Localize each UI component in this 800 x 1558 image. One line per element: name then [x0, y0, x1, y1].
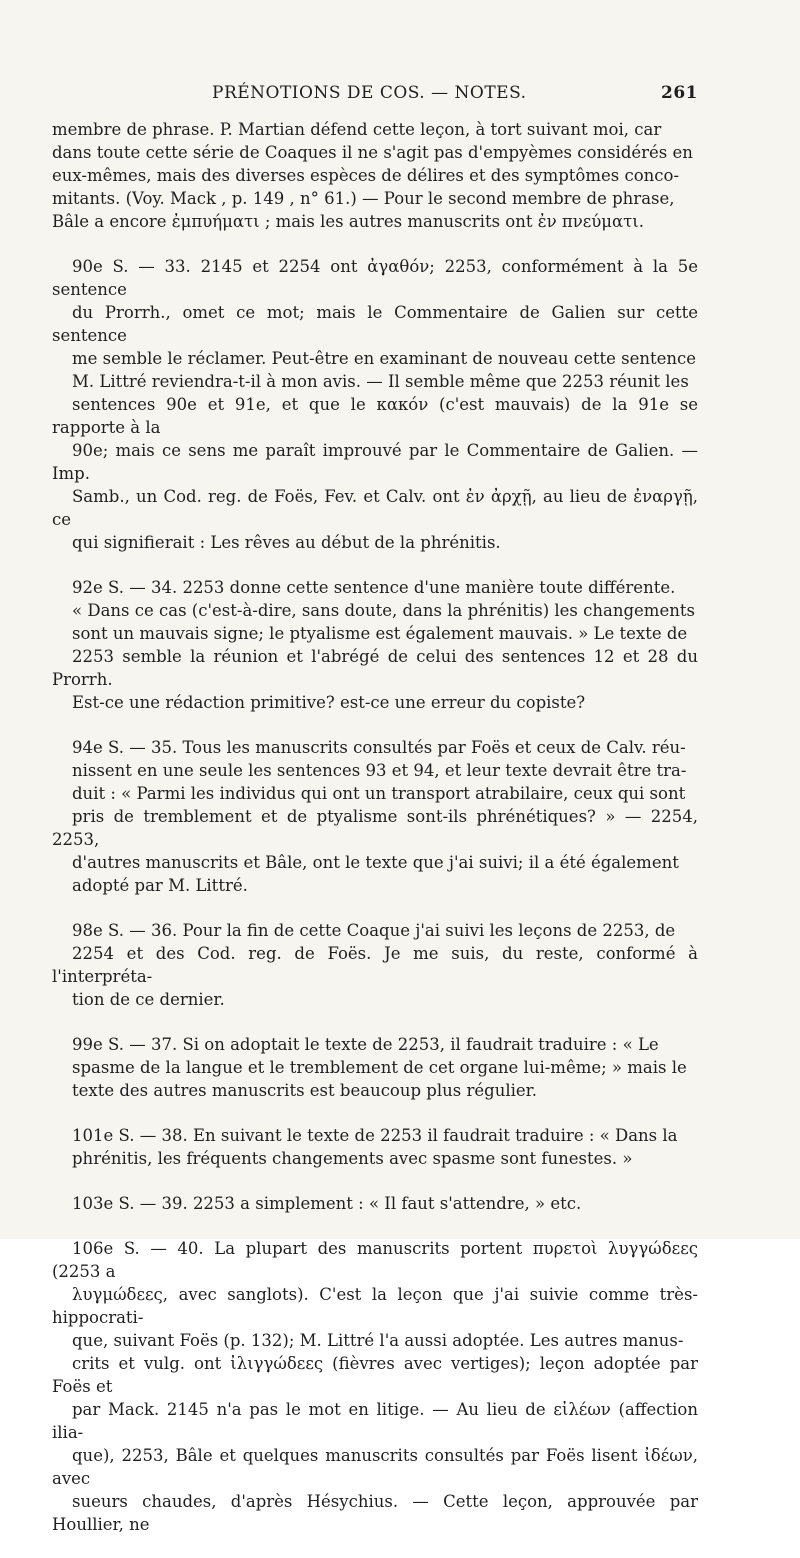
note-33: [52, 255, 704, 554]
text-line: mitants. (Voy. Mack , p. 149 , n° 61.) — Pour le second membre de phrase,: [52, 189, 675, 208]
text-line: Bâle a encore ἐμπυήματι ; mais les autres manuscrits ont ἐν πνεύματι.: [52, 212, 645, 231]
text-line: tion de ce dernier.: [72, 990, 225, 1009]
text-line: 90e S. — 33. 2145 et 2254 ont ἀγαθόν; 2253, conformément à la 5e sentence: [52, 257, 704, 299]
text-line: sont un mauvais signe; le ptyalisme est également mauvais. » Le texte de: [72, 624, 688, 643]
text-line: 106e S. — 40. La plupart des manuscrits portent πυρετοὶ λυγγώδεες (2253 a: [52, 1239, 704, 1281]
text-line: Est-ce une rédaction primitive? est-ce une erreur du copiste?: [72, 693, 586, 712]
note-39: [52, 1192, 698, 1215]
text-line: que, suivant Foës (p. 132); M. Littré l'a aussi adoptée. Les autres manus-: [72, 1331, 684, 1350]
note-34: [52, 576, 704, 714]
text-line: 98e S. — 36. Pour la fin de cette Coaque j'ai suivi les leçons de 2253, de: [72, 921, 676, 940]
text-line: 101e S. — 38. En suivant le texte de 2253 il faudrait traduire : « Dans la: [72, 1126, 678, 1145]
text-line: texte des autres manuscrits est beaucoup plus régulier.: [72, 1081, 537, 1100]
text-line: 99e S. — 37. Si on adoptait le texte de 2253, il faudrait traduire : « Le: [72, 1035, 659, 1054]
text-line: duit : « Parmi les individus qui ont un transport atrabilaire, ceux qui sont: [72, 784, 686, 803]
note-36: [52, 919, 704, 1011]
text-line: qui signifierait : Les rêves au début de la phrénitis.: [72, 533, 501, 552]
note-37: [52, 1033, 698, 1102]
text-line: crits et vulg. ont ἰλιγγώδεες (fièvres avec vertiges); leçon adoptée par Foës et: [52, 1354, 704, 1396]
note-38: [52, 1124, 698, 1170]
text-line: spasme de la langue et le tremblement de cet organe lui-même; » mais le: [72, 1058, 687, 1077]
running-title: PRÉNOTIONS DE COS. — NOTES.: [212, 83, 527, 103]
text-line: sueurs chaudes, d'après Hésychius. — Cette leçon, approuvée par Houllier, ne: [52, 1492, 704, 1534]
text-line: 92e S. — 34. 2253 donne cette sentence d'une manière toute différente.: [72, 578, 676, 597]
paragraph-continuation: [52, 118, 698, 233]
text-line: adopté par M. Littré.: [72, 876, 248, 895]
note-40: [52, 1237, 704, 1536]
text-line: 90e; mais ce sens me paraît improuvé par le Commentaire de Galien. — Imp.: [52, 441, 704, 483]
text-line: 94e S. — 35. Tous les manuscrits consultés par Foës et ceux de Calv. réu-: [72, 738, 686, 757]
text-line: nissent en une seule les sentences 93 et 94, et leur texte devrait être tra-: [72, 761, 687, 780]
text-line: 103e S. — 39. 2253 a simplement : « Il faut s'attendre, » etc.: [72, 1194, 582, 1213]
text-line: sentences 90e et 91e, et que le κακόν (c'est mauvais) de la 91e se rapporte à la: [52, 395, 704, 437]
note-35: [52, 736, 704, 897]
text-line: 2254 et des Cod. reg. de Foës. Je me suis, du reste, conformé à l'interpréta-: [52, 944, 704, 986]
text-line: λυγμώδεες, avec sanglots). C'est la leçon que j'ai suivie comme très-hippocrati-: [52, 1285, 698, 1327]
text-line: pris de tremblement et de ptyalisme sont-ils phrénétiques? » — 2254, 2253,: [52, 807, 704, 849]
page-number: 261: [661, 83, 698, 103]
text-line: d'autres manuscrits et Bâle, ont le texte que j'ai suivi; il a été également: [72, 853, 679, 872]
text-line: Samb., un Cod. reg. de Foës, Fev. et Calv. ont ἐν ἀρχῇ, au lieu de ἐναργῇ, ce: [52, 487, 704, 529]
text-line: par Mack. 2145 n'a pas le mot en litige. — Au lieu de εἰλέων (affection ilia-: [52, 1400, 704, 1442]
text-line: eux-mêmes, mais des diverses espèces de délires et des symptômes conco-: [52, 166, 680, 185]
text-line: que), 2253, Bâle et quelques manuscrits consultés par Foës lisent ἰδέων, avec: [52, 1446, 704, 1488]
text-line: dans toute cette série de Coaques il ne s'agit pas d'empyèmes considérés en: [52, 143, 693, 162]
text-line: me semble le réclamer. Peut-être en examinant de nouveau cette sentence: [72, 349, 697, 368]
text-line: « Dans ce cas (c'est-à-dire, sans doute, dans la phrénitis) les changements: [72, 601, 695, 620]
text-line: du Prorrh., omet ce mot; mais le Commentaire de Galien sur cette sentence: [52, 303, 704, 345]
page-header: [52, 80, 698, 106]
text-line: 2253 semble la réunion et l'abrégé de celui des sentences 12 et 28 du Prorrh.: [52, 647, 704, 689]
document-body: [52, 118, 704, 1558]
text-line: phrénitis, les fréquents changements avec spasme sont funestes. »: [72, 1149, 633, 1168]
text-line: membre de phrase. P. Martian défend cette leçon, à tort suivant moi, car: [52, 120, 662, 139]
text-line: M. Littré reviendra-t-il à mon avis. — Il semble même que 2253 réunit les: [72, 372, 689, 391]
